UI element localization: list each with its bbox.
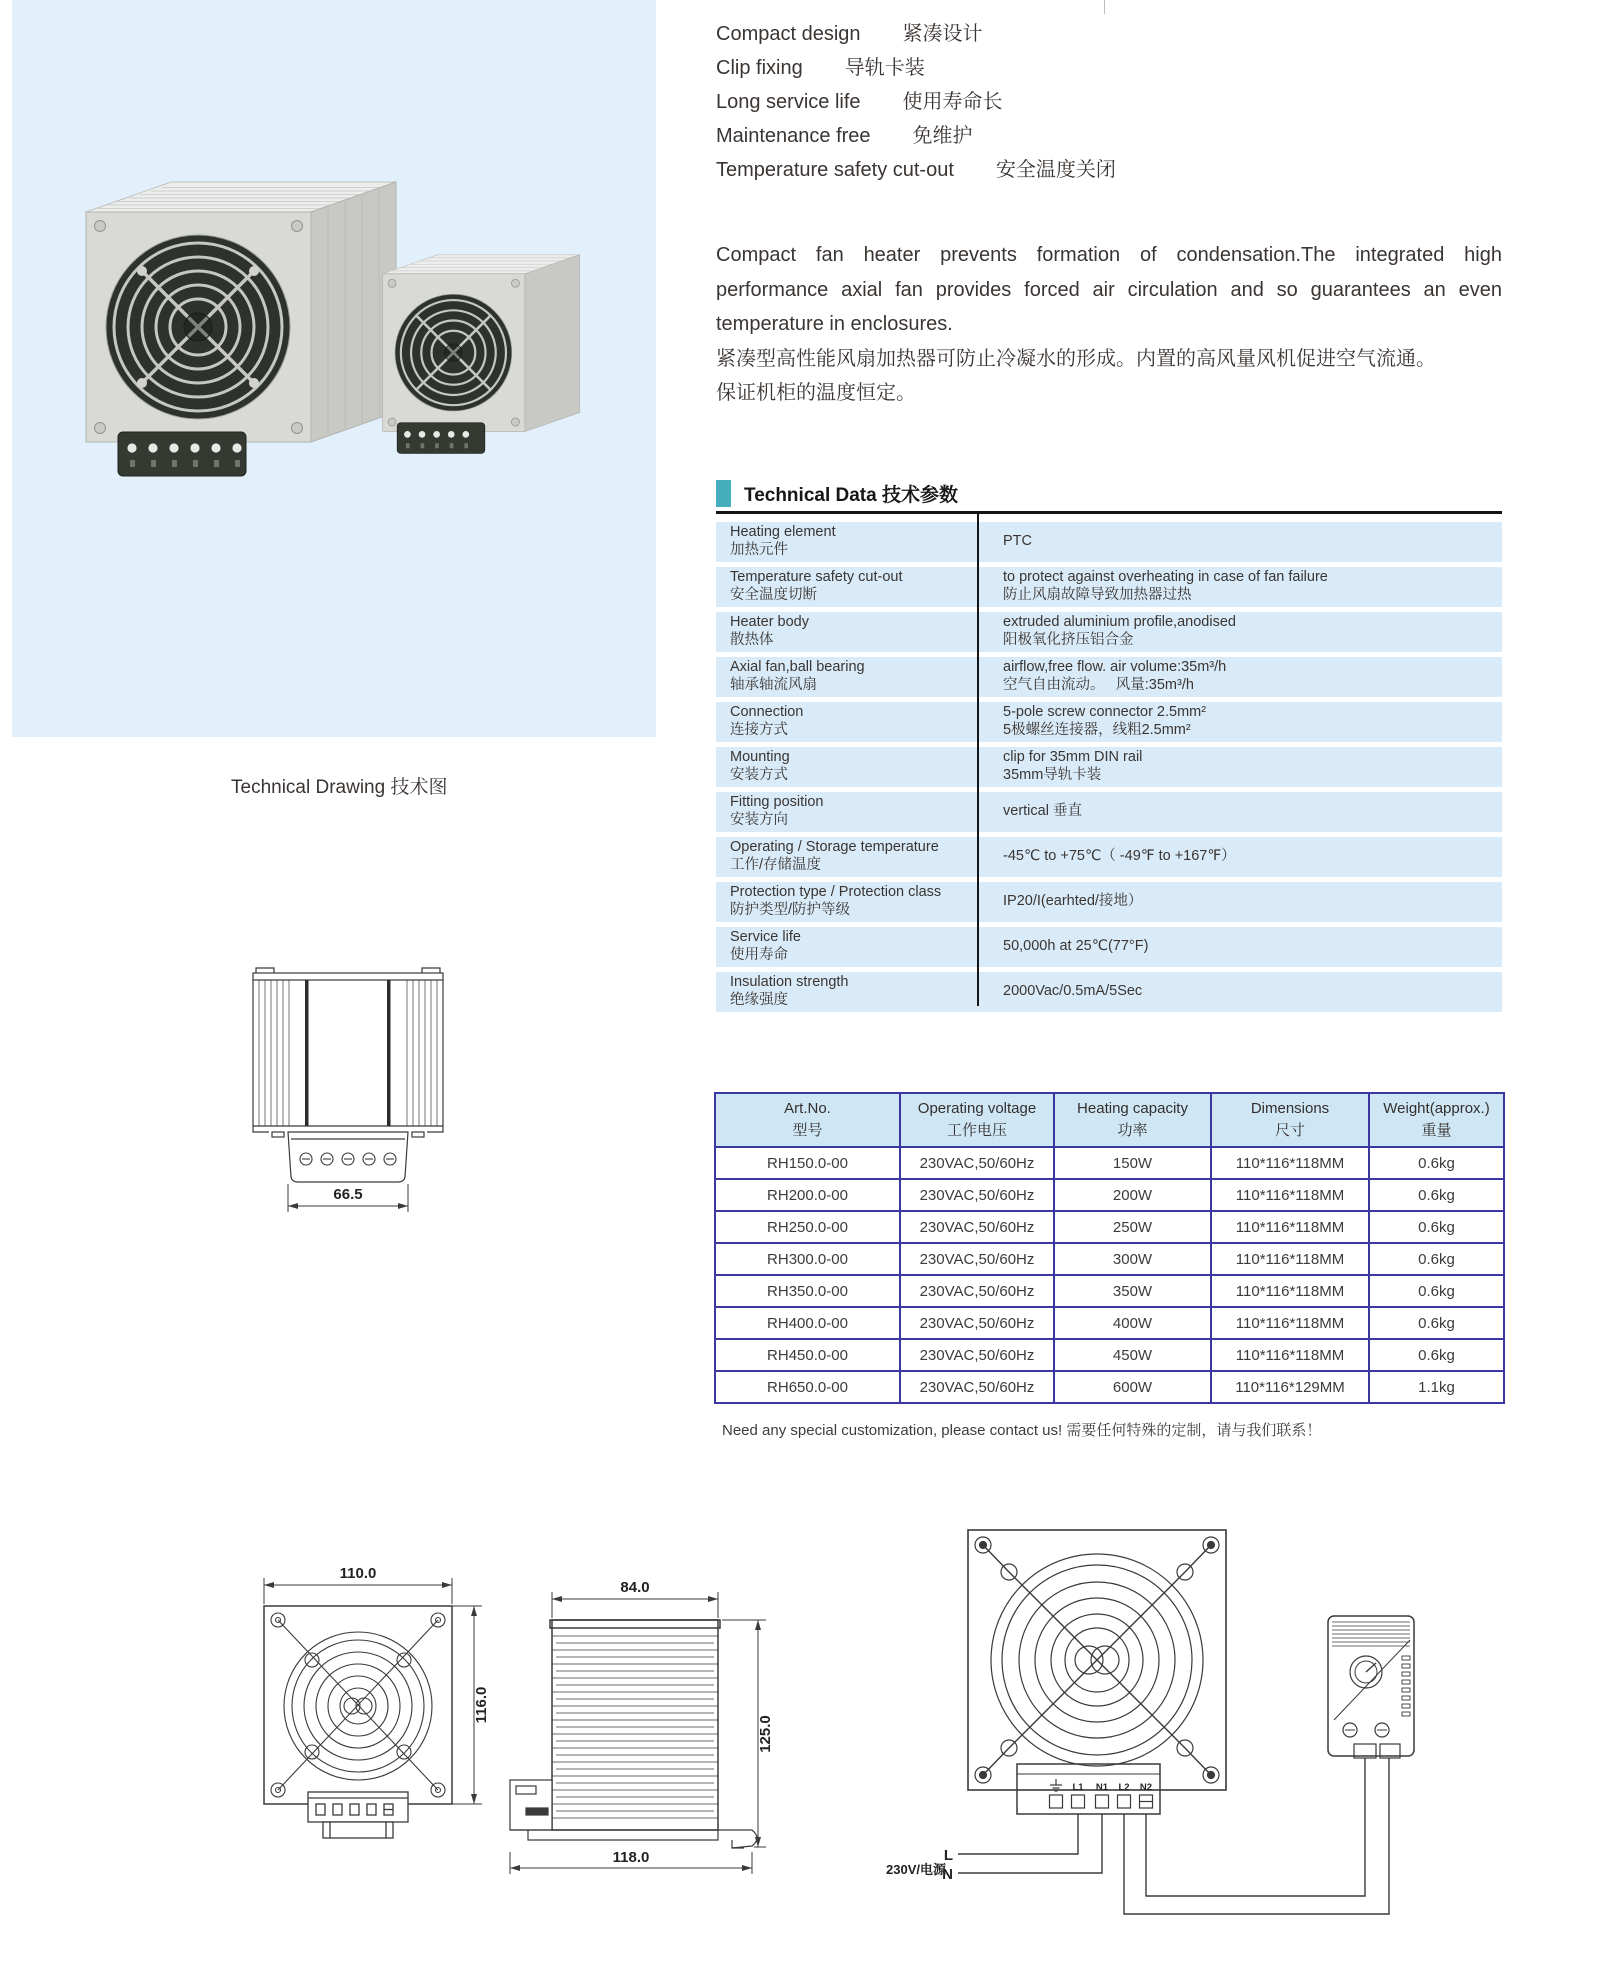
table-cell: 230VAC,50/60Hz	[900, 1243, 1054, 1275]
heatsink-fins	[552, 1636, 718, 1818]
terminal-label-n2: N2	[1139, 1782, 1153, 1793]
table-cell: 230VAC,50/60Hz	[900, 1211, 1054, 1243]
front-view-width-label: 110.0	[339, 1565, 377, 1582]
table-cell: 150W	[1054, 1147, 1211, 1179]
table-cell: 450W	[1054, 1339, 1211, 1371]
table-cell: 600W	[1054, 1371, 1211, 1403]
wires	[958, 1758, 1389, 1914]
column-header: Operating voltage 工作电压	[900, 1093, 1054, 1147]
technical-data-title: Technical Data 技术参数	[744, 485, 958, 506]
table-cell: 0.6kg	[1369, 1243, 1504, 1275]
heater-small	[383, 255, 580, 454]
section-rule	[716, 511, 1502, 514]
technical-data-row	[716, 927, 1502, 967]
table-cell: RH400.0-00	[715, 1307, 900, 1339]
customization-note: Need any special customization, please contact us! 需要任何特殊的定制，请与我们联系！	[722, 1422, 1322, 1439]
product-table	[714, 1092, 1505, 1404]
value-cell: -45℃ to +75℃（ -49℉ to +167℉）	[1003, 847, 1236, 864]
front-view-drawing	[250, 1560, 490, 1870]
table-row	[715, 1307, 1504, 1339]
table-cell: 110*116*118MM	[1211, 1211, 1369, 1243]
heater-large	[86, 182, 396, 476]
column-header: Heating capacity 功率	[1054, 1093, 1211, 1147]
feature-english: Maintenance free	[716, 125, 871, 147]
technical-data-row	[716, 837, 1502, 877]
thermostat	[1328, 1616, 1414, 1758]
technical-data-row	[716, 747, 1502, 787]
earth-icon	[1050, 1779, 1062, 1791]
table-cell: RH650.0-00	[715, 1371, 900, 1403]
value-cell: vertical 垂直	[1003, 802, 1082, 819]
table-cell: 0.6kg	[1369, 1339, 1504, 1371]
table-cell: RH350.0-00	[715, 1275, 900, 1307]
table-row	[715, 1339, 1504, 1371]
table-cell: 0.6kg	[1369, 1307, 1504, 1339]
table-cell: RH450.0-00	[715, 1339, 900, 1371]
table-cell: RH250.0-00	[715, 1211, 900, 1243]
table-cell: RH150.0-00	[715, 1147, 900, 1179]
supply-line-label: L	[943, 1847, 953, 1864]
technical-data-row	[716, 657, 1502, 697]
column-header: Dimensions 尺寸	[1211, 1093, 1369, 1147]
feature-item	[716, 126, 1116, 147]
fan-front	[968, 1530, 1226, 1790]
value-cell: 50,000h at 25℃(77°F)	[1003, 937, 1149, 954]
feature-chinese: 安全温度关闭	[995, 159, 1116, 181]
parameter-cell: Heater body 散热体	[730, 614, 809, 648]
value-cell: to protect against overheating in case of fan failure 防止风扇故障导致加热器过热	[1003, 569, 1328, 603]
feature-chinese: 使用寿命长	[902, 91, 1003, 113]
table-row	[715, 1179, 1504, 1211]
table-cell: 110*116*118MM	[1211, 1339, 1369, 1371]
table-cell: 0.6kg	[1369, 1275, 1504, 1307]
table-cell: 110*116*118MM	[1211, 1275, 1369, 1307]
technical-data-row	[716, 882, 1502, 922]
feature-chinese: 紧凑设计	[902, 23, 983, 45]
parameter-cell: Insulation strength 绝缘强度	[730, 974, 849, 1008]
value-cell: 5-pole screw connector 2.5mm² 5极螺丝连接器，线粗2.5mm²	[1003, 704, 1207, 738]
table-row	[715, 1275, 1504, 1307]
section-bullet-icon	[716, 480, 731, 507]
table-cell: 230VAC,50/60Hz	[900, 1147, 1054, 1179]
value-cell: 2000Vac/0.5mA/5Sec	[1003, 982, 1143, 999]
technical-data-row	[716, 702, 1502, 742]
table-cell: 300W	[1054, 1243, 1211, 1275]
supply-neutral-label: N	[942, 1866, 953, 1883]
technical-data-row	[716, 612, 1502, 652]
terminal-label-l2: L2	[1118, 1782, 1130, 1793]
side-view-height-label: 125.0	[757, 1715, 774, 1753]
description-chinese	[716, 342, 1502, 411]
value-cell: PTC	[1003, 532, 1032, 549]
table-cell: 400W	[1054, 1307, 1211, 1339]
feature-english: Clip fixing	[716, 57, 803, 79]
table-row	[715, 1371, 1504, 1403]
header-row	[715, 1093, 1504, 1147]
table-cell: 0.6kg	[1369, 1147, 1504, 1179]
table-cell: 0.6kg	[1369, 1179, 1504, 1211]
table-cell: 250W	[1054, 1211, 1211, 1243]
product-photo	[66, 150, 586, 510]
parameter-cell: Temperature safety cut-out 安全温度切断	[730, 569, 903, 603]
parameter-cell: Axial fan,ball bearing 轴承轴流风扇	[730, 659, 865, 693]
table-row	[715, 1211, 1504, 1243]
side-view-top-label: 84.0	[620, 1579, 650, 1596]
description-chinese-line2: 保证机柜的温度恒定。	[716, 382, 916, 404]
value-cell: airflow,free flow. air volume:35m³/h 空气自由流动。 风量:35m³/h	[1003, 659, 1227, 693]
table-cell: 0.6kg	[1369, 1211, 1504, 1243]
side-view-base-label: 118.0	[612, 1849, 650, 1866]
crop-mark	[1104, 0, 1105, 14]
feature-english: Long service life	[716, 91, 861, 113]
table-row	[715, 1243, 1504, 1275]
description-chinese-line1: 紧凑型高性能风扇加热器可防止冷凝水的形成。内置的高风量风机促进空气流通。	[716, 347, 1436, 370]
table-cell: 200W	[1054, 1179, 1211, 1211]
description-english: Compact fan heater prevents formation of condensation.The integrated high performance axial fan provides forced air circulation and so guarantees an even temperature in enclosures.	[716, 244, 1502, 335]
value-cell: clip for 35mm DIN rail 35mm导轨卡装	[1003, 749, 1143, 783]
value-cell: IP20/I(earhted/接地）	[1003, 892, 1143, 909]
feature-item	[716, 58, 1116, 79]
parameter-cell: Mounting 安装方式	[730, 749, 790, 783]
feature-chinese: 导轨卡装	[844, 57, 925, 79]
feature-chinese: 免维护	[912, 125, 973, 147]
parameter-cell: Connection 连接方式	[730, 704, 804, 738]
table-cell: 230VAC,50/60Hz	[900, 1179, 1054, 1211]
bottom-view-width-label: 66.5	[333, 1186, 363, 1203]
parameter-cell: Protection type / Protection class 防护类型/防护等级	[730, 884, 942, 918]
terminal-label-l1: L1	[1072, 1782, 1084, 1793]
parameter-cell: Operating / Storage temperature 工作/存储温度	[730, 839, 939, 873]
feature-english: Compact design	[716, 23, 861, 45]
table-cell: 230VAC,50/60Hz	[900, 1307, 1054, 1339]
supply-voltage-label: 230V/电源	[886, 1862, 946, 1877]
feature-item	[716, 92, 1116, 113]
technical-data-row	[716, 792, 1502, 832]
terminal-block	[1017, 1764, 1160, 1814]
technical-data-column-divider	[977, 514, 979, 1006]
column-header: Art.No. 型号	[715, 1093, 900, 1147]
value-cell: extruded aluminium profile,anodised 阳极氧化挤压铝合金	[1003, 614, 1236, 648]
technical-data-row	[716, 522, 1502, 562]
table-cell: 230VAC,50/60Hz	[900, 1339, 1054, 1371]
table-cell: 230VAC,50/60Hz	[900, 1275, 1054, 1307]
feature-list	[716, 24, 1116, 194]
table-cell: RH300.0-00	[715, 1243, 900, 1275]
product-table-body	[715, 1147, 1504, 1403]
table-cell: RH200.0-00	[715, 1179, 900, 1211]
technical-data-table	[716, 522, 1502, 1012]
table-cell: 350W	[1054, 1275, 1211, 1307]
column-header: Weight(approx.) 重量	[1369, 1093, 1504, 1147]
description-block	[716, 238, 1502, 411]
parameter-cell: Service life 使用寿命	[730, 929, 801, 963]
table-cell: 110*116*118MM	[1211, 1307, 1369, 1339]
feature-item	[716, 24, 1116, 45]
table-cell: 110*116*118MM	[1211, 1147, 1369, 1179]
parameter-cell: Fitting position 安装方向	[730, 794, 824, 828]
feature-english: Temperature safety cut-out	[716, 159, 954, 181]
table-row	[715, 1147, 1504, 1179]
technical-data-row	[716, 972, 1502, 1012]
bottom-view-drawing	[248, 956, 448, 1218]
technical-data-row	[716, 567, 1502, 607]
side-view-drawing	[500, 1562, 790, 1892]
parameter-cell: Heating element 加热元件	[730, 524, 836, 558]
terminal-label-n1: N1	[1095, 1782, 1109, 1793]
front-view-height-label: 116.0	[473, 1686, 490, 1724]
technical-drawing-label: Technical Drawing 技术图	[231, 777, 448, 798]
table-cell: 1.1kg	[1369, 1371, 1504, 1403]
feature-item	[716, 160, 1116, 181]
product-table-head	[715, 1093, 1504, 1147]
technical-data-header	[716, 480, 958, 507]
wiring-diagram	[858, 1524, 1473, 1964]
table-cell: 230VAC,50/60Hz	[900, 1371, 1054, 1403]
table-cell: 110*116*118MM	[1211, 1243, 1369, 1275]
table-cell: 110*116*118MM	[1211, 1179, 1369, 1211]
table-cell: 110*116*129MM	[1211, 1371, 1369, 1403]
